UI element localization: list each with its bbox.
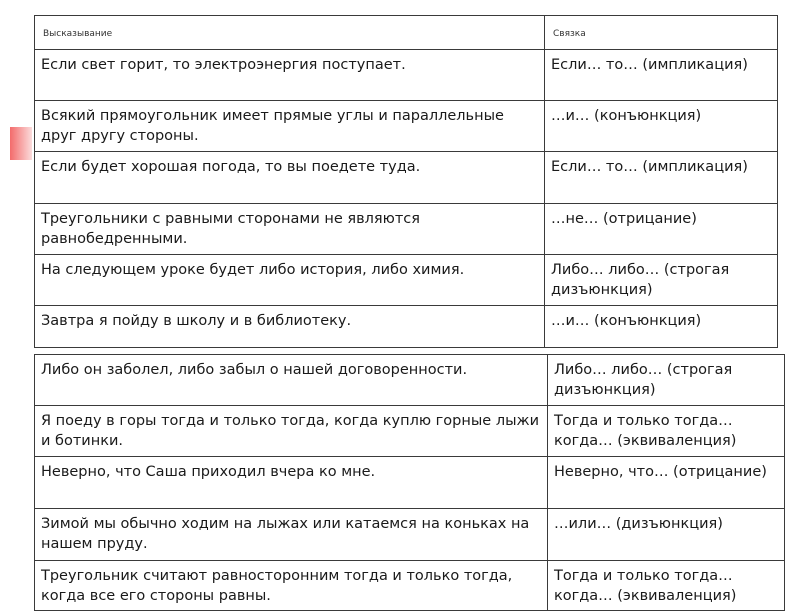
header-connective: Связка (545, 16, 778, 50)
table-row (35, 101, 778, 152)
connective-cell: Если… то… (импликация) (545, 50, 778, 101)
table-row (35, 355, 785, 406)
connective-cell: Тогда и только тогда… когда… (эквиваленция) (548, 561, 785, 611)
statements-table-one (34, 15, 778, 348)
statement-cell: Треугольники с равными сторонами не являются равнобедренными. (35, 204, 545, 255)
statement-cell: Я поеду в горы тогда и только тогда, когда куплю горные лыжи и ботинки. (35, 406, 548, 457)
table-row (35, 406, 785, 457)
table-row (35, 152, 778, 204)
statement-cell: Либо он заболел, либо забыл о нашей договоренности. (35, 355, 548, 406)
connective-cell: Если… то… (импликация) (545, 152, 778, 204)
statement-cell: Если будет хорошая погода, то вы поедете туда. (35, 152, 545, 204)
table-header-row (35, 16, 778, 50)
statement-cell: На следующем уроке будет либо история, либо химия. (35, 255, 545, 306)
slide-accent-bar (10, 127, 32, 160)
table-row (35, 50, 778, 101)
statement-cell: Если свет горит, то электроэнергия поступает. (35, 50, 545, 101)
connective-cell: …не… (отрицание) (545, 204, 778, 255)
connective-cell: Тогда и только тогда… когда… (эквиваленция) (548, 406, 785, 457)
connective-cell: Неверно, что… (отрицание) (548, 457, 785, 509)
statements-table-two (34, 354, 785, 611)
statement-cell: Неверно, что Саша приходил вчера ко мне. (35, 457, 548, 509)
connective-cell: …и… (конъюнкция) (545, 306, 778, 348)
connective-cell: …или… (дизъюнкция) (548, 509, 785, 561)
statement-cell: Всякий прямоугольник имеет прямые углы и параллельные друг другу стороны. (35, 101, 545, 152)
statement-cell: Зимой мы обычно ходим на лыжах или катаемся на коньках на нашем пруду. (35, 509, 548, 561)
statement-cell: Завтра я пойду в школу и в библиотеку. (35, 306, 545, 348)
table-row (35, 561, 785, 611)
header-statement: Высказывание (35, 16, 545, 50)
connective-cell: …и… (конъюнкция) (545, 101, 778, 152)
connective-cell: Либо… либо… (строгая дизъюнкция) (545, 255, 778, 306)
connective-cell: Либо… либо… (строгая дизъюнкция) (548, 355, 785, 406)
statement-cell: Треугольник считают равносторонним тогда и только тогда, когда все его стороны равны. (35, 561, 548, 611)
table-row (35, 204, 778, 255)
table-row (35, 509, 785, 561)
table-row (35, 306, 778, 348)
table-row (35, 457, 785, 509)
table-row (35, 255, 778, 306)
